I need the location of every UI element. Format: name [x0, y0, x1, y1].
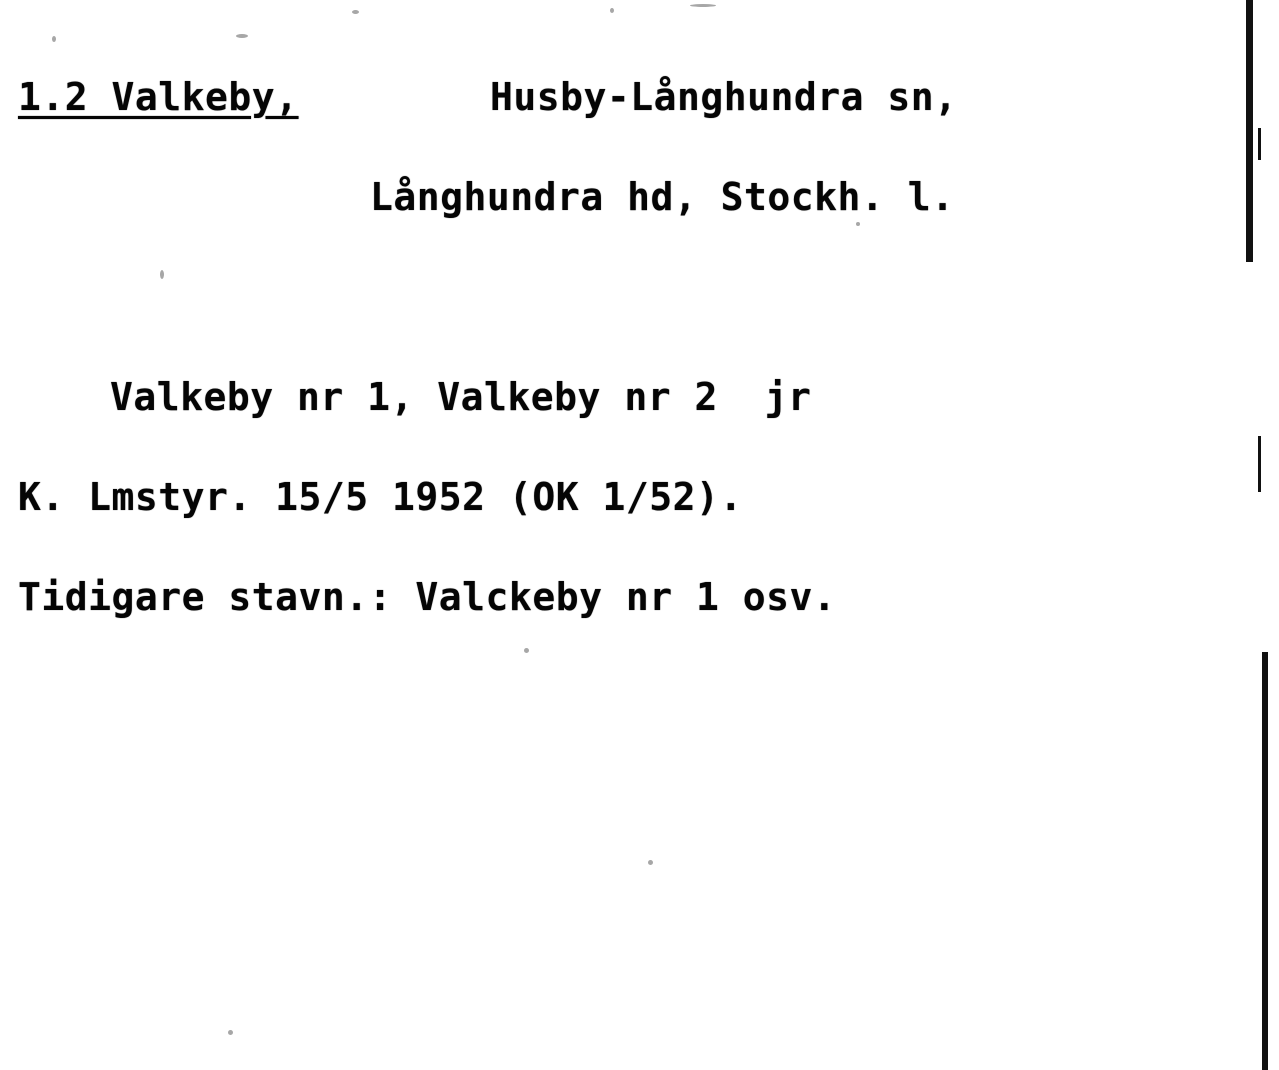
card-body-line-1: Valkeby nr 1, Valkeby nr 2 jr [110, 375, 812, 419]
scan-speck [228, 1030, 233, 1035]
card-body-line-3: Tidigare stavn.: Valckeby nr 1 osv. [18, 575, 837, 619]
scan-speck [610, 8, 614, 13]
scan-edge-bottom [1262, 652, 1268, 1070]
scan-speck [160, 270, 164, 279]
card-headword: 1.2 Valkeby, [18, 75, 299, 119]
scan-speck [352, 10, 359, 14]
scan-speck [524, 648, 529, 653]
card-hundred-and-county: Långhundra hd, Stockh. l. [370, 175, 955, 219]
scan-edge-mid2 [1258, 436, 1261, 492]
card-parish: Husby-Långhundra sn, [490, 75, 958, 119]
scan-edge-middle [1258, 128, 1261, 160]
scan-speck [52, 36, 56, 42]
scan-edge-corner [1270, 0, 1279, 1070]
scan-speck [236, 34, 248, 38]
scan-speck [690, 4, 716, 7]
card-body-line-2: K. Lmstyr. 15/5 1952 (OK 1/52). [18, 475, 743, 519]
scan-edge-top [1246, 0, 1253, 262]
scan-speck [648, 860, 653, 865]
scan-speck [856, 222, 860, 226]
